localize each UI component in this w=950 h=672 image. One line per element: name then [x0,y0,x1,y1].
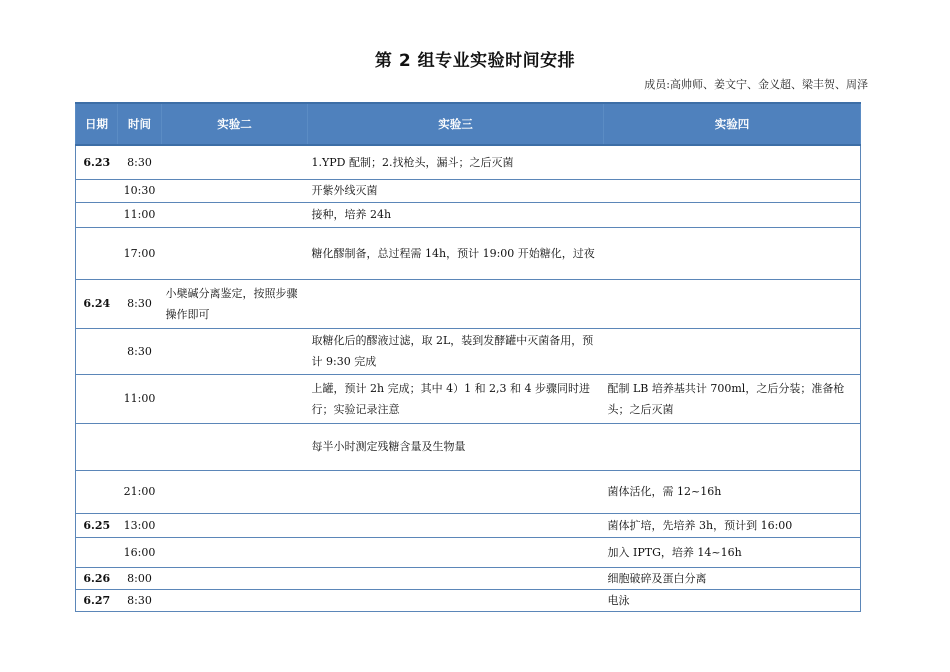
exp2-cell [162,470,308,513]
table-row [76,279,861,328]
exp2-cell [162,567,308,589]
exp4-cell [604,202,861,227]
date-cell [76,374,118,423]
date-cell [76,179,118,202]
time-cell: 21:00 [118,470,162,513]
time-cell: 8:00 [118,567,162,589]
date-cell: 6.27 [76,589,118,611]
exp3-cell: 接种，培养 24h [308,202,604,227]
exp2-cell [162,202,308,227]
header-exp2: 实验二 [162,103,308,145]
date-cell: 6.26 [76,567,118,589]
time-cell: 8:30 [118,328,162,374]
time-cell: 13:00 [118,513,162,537]
exp2-cell [162,423,308,470]
exp3-cell: 糖化醪制备，总过程需 14h，预计 19:00 开始糖化，过夜 [308,227,604,279]
date-cell: 6.25 [76,513,118,537]
table-row [76,145,861,179]
table-row [76,423,861,470]
exp2-cell: 小檗碱分离鉴定，按照步骤操作即可 [162,279,308,328]
time-cell: 10:30 [118,179,162,202]
exp2-cell [162,537,308,567]
exp4-cell [604,328,861,374]
date-cell [76,202,118,227]
exp2-cell [162,145,308,179]
exp2-cell [162,179,308,202]
exp2-cell [162,227,308,279]
date-cell: 6.24 [76,279,118,328]
exp4-cell: 配制 LB 培养基共计 700ml，之后分装；准备枪头；之后灭菌 [604,374,861,423]
exp2-cell [162,328,308,374]
table-row [76,537,861,567]
header-exp4: 实验四 [604,103,861,145]
header-date: 日期 [76,103,118,145]
header-exp3: 实验三 [308,103,604,145]
exp4-cell: 细胞破碎及蛋白分离 [604,567,861,589]
exp3-cell: 开紫外线灭菌 [308,179,604,202]
exp3-cell: 取糖化后的醪液过滤，取 2L，装到发酵罐中灭菌备用，预计 9:30 完成 [308,328,604,374]
date-cell: 6.23 [76,145,118,179]
exp2-cell [162,513,308,537]
time-cell: 17:00 [118,227,162,279]
date-cell [76,470,118,513]
date-cell [76,423,118,470]
table-row [76,227,861,279]
exp4-cell [604,279,861,328]
exp4-cell [604,423,861,470]
exp4-cell: 菌体活化，需 12~16h [604,470,861,513]
exp3-cell: 上罐，预计 2h 完成；其中 4）1 和 2,3 和 4 步骤同时进行；实验记录注意 [308,374,604,423]
schedule-table [75,102,861,612]
exp3-cell [308,589,604,611]
exp4-cell: 加入 IPTG，培养 14~16h [604,537,861,567]
time-cell: 11:00 [118,374,162,423]
time-cell: 8:30 [118,589,162,611]
header-row [76,103,861,145]
date-cell [76,537,118,567]
exp4-cell [604,179,861,202]
table-row [76,328,861,374]
table-row [76,179,861,202]
time-cell: 11:00 [118,202,162,227]
time-cell: 16:00 [118,537,162,567]
members-line: 成员:高帅师、姜文宁、金义超、梁丰贺、周泽 [644,78,868,91]
exp2-cell [162,374,308,423]
exp4-cell [604,145,861,179]
exp3-cell [308,567,604,589]
page-title: 第 2 组专业实验时间安排 [374,51,576,71]
exp4-cell: 菌体扩培，先培养 3h，预计到 16:00 [604,513,861,537]
table-row [76,374,861,423]
exp4-cell [604,227,861,279]
header-time: 时间 [118,103,162,145]
date-cell [76,328,118,374]
table-row [76,513,861,537]
time-cell [118,423,162,470]
exp3-cell [308,279,604,328]
exp3-cell: 每半小时测定残糖含量及生物量 [308,423,604,470]
exp4-cell: 电泳 [604,589,861,611]
exp3-cell [308,470,604,513]
time-cell: 8:30 [118,145,162,179]
exp3-cell: 1.YPD 配制；2.找枪头，漏斗；之后灭菌 [308,145,604,179]
exp3-cell [308,513,604,537]
table-row [76,470,861,513]
date-cell [76,227,118,279]
table-row [76,589,861,611]
exp3-cell [308,537,604,567]
time-cell: 8:30 [118,279,162,328]
exp2-cell [162,589,308,611]
table-row [76,202,861,227]
table-row [76,567,861,589]
